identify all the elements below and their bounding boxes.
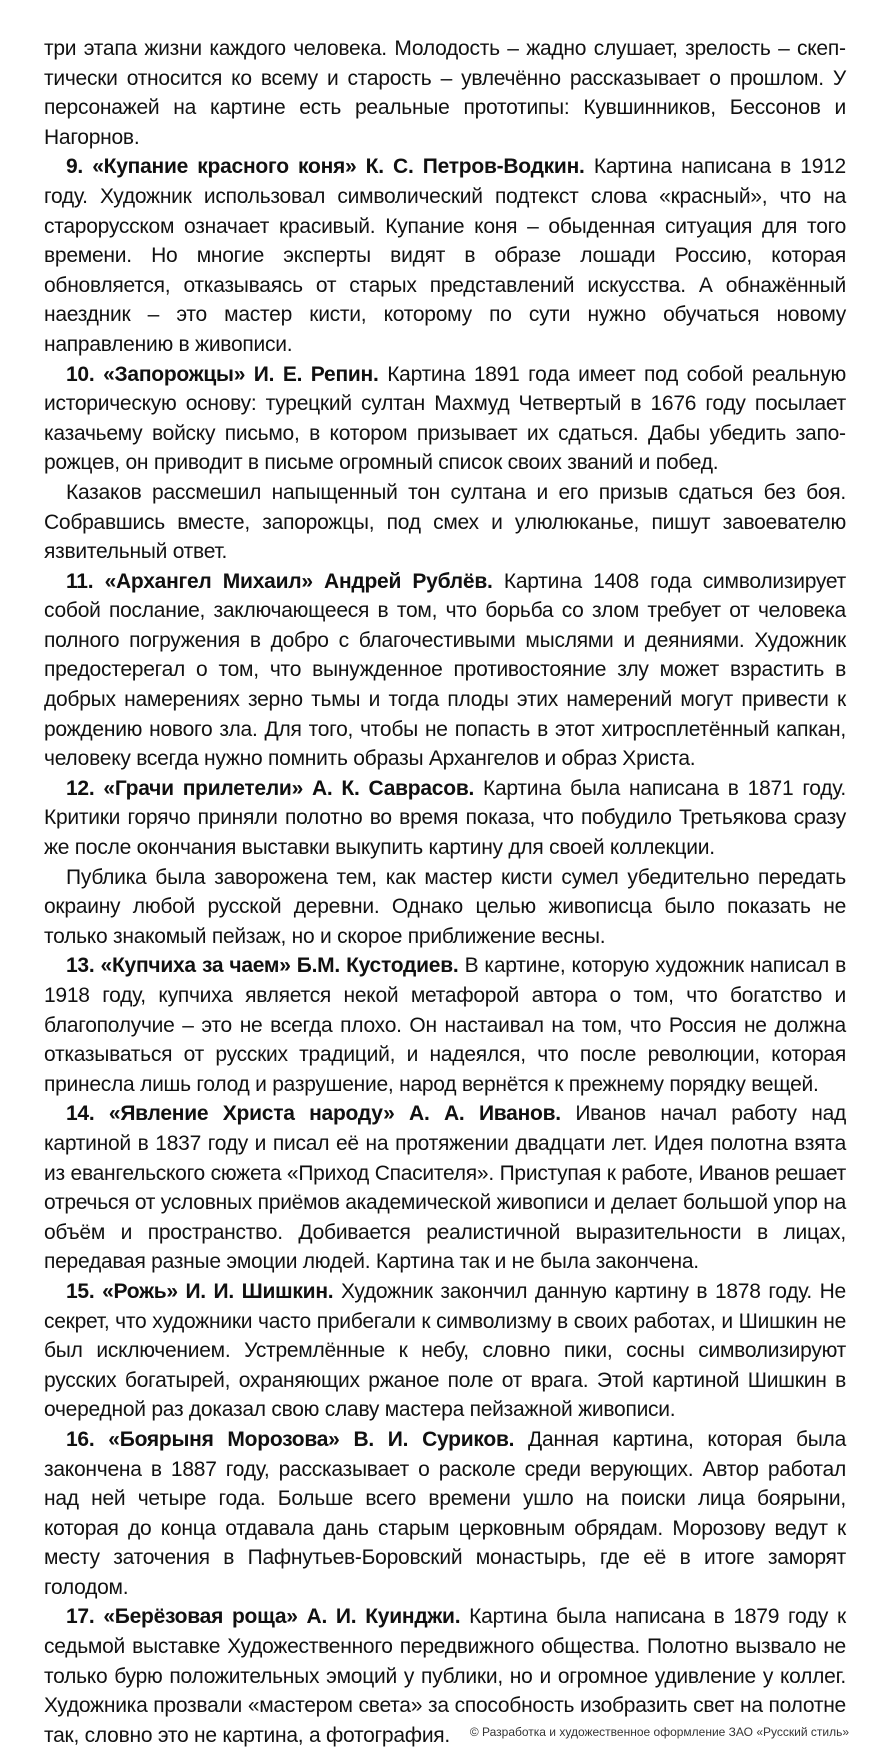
paragraph-text: Картина 1891 года имеет под собой реальную историческую основу: турецкий султан Махмуд Четвертый в 1676 году посылает казачьему войску письмо, в котором призывает их сдаться. Дабы убедить запорожцев, он приводит в письме огромный список своих званий и побед. (44, 362, 846, 475)
painting-title: 17. «Берёзовая роща» А. И. Куинджи. (66, 1605, 461, 1629)
painting-title: 12. «Грачи прилетели» А. К. Саврасов. (66, 776, 475, 800)
copyright-footer: © Разработка и художественное оформление ЗАО «Русский стиль» (469, 1725, 849, 1739)
paragraph-text: Картина написана в 1912 году. Художник использовал символический подтекст слова «красный», что на старорусском означает красивый. Купание коня – обыденная ситуация для того времени. Но многие эксперты видят в образе лошади Россию, которая обновляется, отказываясь от старых представлений искусства. А обнажённый наездник – это мастер кисти, которому по сути нужно обучаться новому направлению в живописи. (44, 155, 846, 356)
painting-title: 13. «Купчиха за чаем» Б.М. Кустодиев. (66, 954, 459, 978)
paragraph-text: Казаков рассмешил напыщенный тон султана и его призыв сдаться без боя. Собравшись вместе, запорожцы, под смех и улюлюканье, пишут завоевателю язвительный ответ. (44, 480, 846, 564)
paragraph-item-16 (44, 1425, 846, 1603)
painting-title: 9. «Купание красного коня» К. С. Петров-Водкин. (66, 155, 585, 179)
article-body (44, 34, 846, 1750)
paragraph-text: Публика была заворожена тем, как мастер кисти сумел убедительно передать окраину любой русской деревни. Однако целью живописца было показать не только знакомый пейзаж, но и скорое приближение весны. (44, 865, 846, 948)
paragraph-text: три этапа жизни каждого человека. Молодость – жадно слушает, зрелость – скептически относится ко всему и старость – увлечённо рассказывает о прошлом. У персонажей на картине есть реальные прототипы: Кувшинников, Бессонов и Нагорнов. (44, 37, 846, 149)
paragraph-text: Художник закончил данную картину в 1878 году. Не секрет, что художники часто прибегали к символизму в своих работах, и Шишкин не был исключением. Устремлённые к небу, словно пики, сосны символизируют русских богатырей, охраняющих ржаное поле от врага. Этой картиной Шишкин в очередной раз доказал свою славу мастера пейзажной живописи. (44, 1279, 846, 1422)
painting-title: 14. «Явление Христа народу» А. А. Иванов. (66, 1102, 561, 1126)
paragraph-text: Данная картина, которая была закончена в 1887 году, рассказывает о расколе среди верующих. Автор работал над ней четыре года. Больше всего времени ушло на поиски лица боярыни, которая до конца отдавала дань старым церковным обрядам. Морозову ведут к месту заточения в Пафнутьев-Боровский монастырь, где её в итоге заморят голодом. (44, 1427, 846, 1599)
paragraph-item-9 (44, 152, 846, 359)
paragraph-item-13 (44, 951, 846, 1099)
paragraph-text: В картине, которую художник написал в 1918 году, купчиха является некой метафорой автора о том, что богатство и благополучие – это не всегда плохо. Он настаивал на том, что Россия не должна отказываться от русских традиций, и надеялся, что после революции, которая принесла лишь голод и разрушение, народ вернётся к прежнему порядку вещей. (44, 954, 846, 1096)
paragraph-item-15 (44, 1277, 846, 1425)
painting-title: 16. «Боярыня Морозова» В. И. Суриков. (66, 1427, 515, 1451)
paragraph-text: Картина была написана в 1879 году к седьмой выставке Художественного передвижного общества. Полотно вызвало не только бурю положительных эмоций у публики, но и огромное удивление у коллег. Художника прозвали «мастером света» за способность изобразить свет на полотне так, словно это не картина, а фотография. (44, 1605, 846, 1747)
paragraph-item-10-continued (44, 478, 846, 567)
painting-title: 10. «Запорожцы» И. Е. Репин. (66, 362, 379, 386)
paragraph-item-11 (44, 567, 846, 774)
paragraph-item-12-continued (44, 863, 846, 952)
paragraph-text: Картина 1408 года символизирует собой послание, заключающееся в том, что борьба со злом требует от человека полного погружения в добро с благочестивыми мыслями и деяниями. Художник предостерегал о том, что вынужденное противостояние злу может взрастить в добрых намерениях зерно тьмы и тогда плоды этих намерений могут привести к рождению нового зла. Для того, чтобы не попасть в этот хитросплетённый капкан, человеку всегда нужно помнить образы Архангелов и образ Христа. (44, 569, 846, 771)
paragraph-text: Картина была написана в 1871 году. Критики горячо приняли полотно во время показа, что побудило Третьякова сразу же после окончания выставки выкупить картину для своей коллекции. (44, 776, 846, 860)
paragraph-intro-continuation (44, 34, 846, 152)
painting-title: 15. «Рожь» И. И. Шишкин. (66, 1279, 334, 1303)
paragraph-item-10 (44, 360, 846, 478)
paragraph-item-14 (44, 1099, 846, 1277)
painting-title: 11. «Архангел Михаил» Андрей Рублёв. (66, 569, 493, 593)
paragraph-text: Иванов начал работу над картиной в 1837 году и писал её на протяжении двадцати лет. Идея полотна взята из евангельского сюжета «Приход Спасителя». Приступая к работе, Иванов решает отречься от условных приёмов академической живописи и делает большой упор на объём и пространство. Добивается реалистичной выразительности в лицах, передавая разные эмоции людей. Картина так и не была закончена. (44, 1102, 847, 1274)
paragraph-item-12 (44, 774, 846, 863)
